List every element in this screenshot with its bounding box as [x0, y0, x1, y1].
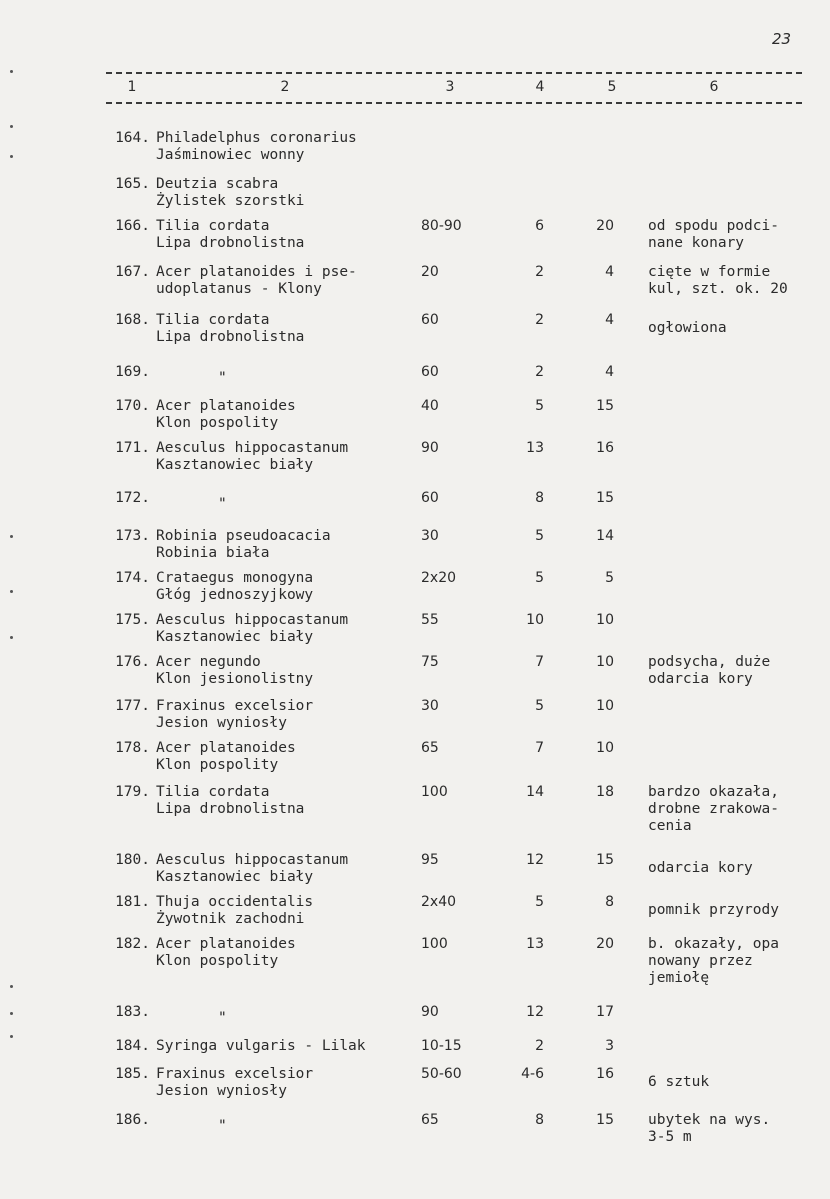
row-number: 171. — [115, 440, 150, 456]
page-number: 23 — [772, 30, 792, 48]
remarks-line: odarcia kory — [648, 860, 753, 876]
species-name-line: Klon jesionolistny — [156, 671, 314, 687]
column-header-3: 3 — [445, 79, 455, 95]
circumference-value: 60 — [421, 364, 439, 380]
crown-value: 15 — [596, 490, 614, 506]
height-value: 2 — [535, 264, 544, 280]
crown-value: 3 — [605, 1038, 614, 1054]
height-value: 8 — [535, 490, 544, 506]
remarks-line: cięte w formie — [648, 264, 771, 280]
species-name-line: Tilia cordata — [156, 218, 270, 234]
species-name-line: " — [218, 370, 227, 386]
remarks-line: ubytek na wys. — [648, 1112, 771, 1128]
species-name-line: Żylistek szorstki — [156, 193, 305, 209]
circumference-value: 75 — [421, 654, 439, 670]
circumference-value: 2x40 — [421, 894, 457, 910]
remarks-line: 3-5 m — [648, 1129, 692, 1145]
height-value: 6 — [535, 218, 544, 234]
height-value: 2 — [535, 364, 544, 380]
row-number: 172. — [115, 490, 150, 506]
ditto-mark — [218, 1010, 227, 1027]
remarks — [648, 936, 779, 987]
height-value: 5 — [535, 698, 544, 714]
species-name — [156, 312, 304, 346]
species-name-line: " — [218, 1118, 227, 1134]
circumference-value: 50-60 — [421, 1066, 462, 1082]
species-name-line: Philadelphus coronarius — [156, 130, 357, 146]
column-header-4: 4 — [535, 79, 545, 95]
crown-value: 16 — [596, 1066, 614, 1082]
ditto-mark — [218, 370, 227, 387]
crown-value: 4 — [605, 364, 614, 380]
row-number: 169. — [115, 364, 150, 380]
row-number: 181. — [115, 894, 150, 910]
height-value: 12 — [526, 1004, 544, 1020]
remarks — [648, 264, 788, 298]
circumference-value: 80-90 — [421, 218, 462, 234]
remarks-line: kul, szt. ok. 20 — [648, 281, 788, 297]
circumference-value: 40 — [421, 398, 439, 414]
species-name — [156, 852, 348, 886]
species-name — [156, 784, 304, 818]
margin-dot — [10, 155, 13, 158]
species-name — [156, 528, 331, 562]
species-name-line: Jesion wyniosły — [156, 715, 287, 731]
height-value: 14 — [526, 784, 544, 800]
remarks-line: pomnik przyrody — [648, 902, 779, 918]
remarks-line: drobne zrakowa- — [648, 801, 779, 817]
row-number: 164. — [115, 130, 150, 146]
species-name-line: Aesculus hippocastanum — [156, 440, 349, 456]
height-value: 7 — [535, 740, 544, 756]
circumference-value: 65 — [421, 1112, 439, 1128]
margin-dot — [10, 1012, 13, 1015]
species-name-line: Robinia pseudoacacia — [156, 528, 331, 544]
species-name-line: Acer negundo — [156, 654, 261, 670]
crown-value: 15 — [596, 398, 614, 414]
crown-value: 10 — [596, 654, 614, 670]
row-number: 166. — [115, 218, 150, 234]
row-number: 185. — [115, 1066, 150, 1082]
remarks — [648, 654, 770, 688]
circumference-value: 60 — [421, 490, 439, 506]
species-name — [156, 398, 296, 432]
crown-value: 20 — [596, 218, 614, 234]
remarks-line: podsycha, duże — [648, 654, 771, 670]
circumference-value: 10-15 — [421, 1038, 462, 1054]
height-value: 5 — [535, 398, 544, 414]
margin-dot — [10, 70, 13, 73]
species-name-line: Robinia biała — [156, 545, 270, 561]
species-name-line: Kasztanowiec biały — [156, 629, 314, 645]
remarks-line: od spodu podci- — [648, 218, 779, 234]
species-name-line: Acer platanoides — [156, 740, 296, 756]
remarks — [648, 1074, 709, 1091]
row-number: 165. — [115, 176, 150, 192]
species-name — [156, 936, 296, 970]
crown-value: 5 — [605, 570, 614, 586]
crown-value: 15 — [596, 1112, 614, 1128]
remarks — [648, 1112, 770, 1146]
row-number: 182. — [115, 936, 150, 952]
height-value: 5 — [535, 894, 544, 910]
column-header-6: 6 — [709, 79, 719, 95]
species-name-line: Syringa vulgaris - Lilak — [156, 1038, 366, 1054]
crown-value: 10 — [596, 698, 614, 714]
circumference-value: 90 — [421, 440, 439, 456]
height-value: 7 — [535, 654, 544, 670]
remarks — [648, 320, 727, 337]
remarks-line: cenia — [648, 818, 692, 834]
species-name-line: Jaśminowiec wonny — [156, 147, 305, 163]
margin-dot — [10, 636, 13, 639]
species-name-line: Aesculus hippocastanum — [156, 612, 349, 628]
ditto-mark — [218, 496, 227, 513]
species-name — [156, 894, 313, 928]
row-number: 186. — [115, 1112, 150, 1128]
circumference-value: 30 — [421, 698, 439, 714]
header-rule-top — [106, 72, 802, 74]
row-number: 180. — [115, 852, 150, 868]
row-number: 175. — [115, 612, 150, 628]
species-name-line: Deutzia scabra — [156, 176, 279, 192]
height-value: 13 — [526, 440, 544, 456]
remarks-line: bardzo okazała, — [648, 784, 779, 800]
species-name-line: Klon pospolity — [156, 953, 279, 969]
remarks — [648, 218, 779, 252]
remarks-line: 6 sztuk — [648, 1074, 710, 1090]
circumference-value: 95 — [421, 852, 439, 868]
remarks-line: jemiołę — [648, 970, 710, 986]
crown-value: 16 — [596, 440, 614, 456]
species-name — [156, 1066, 313, 1100]
species-name — [156, 570, 313, 604]
species-name-line: Jesion wyniosły — [156, 1083, 287, 1099]
row-number: 184. — [115, 1038, 150, 1054]
crown-value: 10 — [596, 612, 614, 628]
margin-dot — [10, 590, 13, 593]
species-name-line: Kasztanowiec biały — [156, 457, 314, 473]
species-name-line: " — [218, 1010, 227, 1026]
species-name-line: Fraxinus excelsior — [156, 698, 314, 714]
circumference-value: 55 — [421, 612, 439, 628]
species-name-line: " — [218, 496, 227, 512]
row-number: 178. — [115, 740, 150, 756]
circumference-value: 20 — [421, 264, 439, 280]
height-value: 13 — [526, 936, 544, 952]
species-name-line: Aesculus hippocastanum — [156, 852, 349, 868]
row-number: 173. — [115, 528, 150, 544]
species-name-line: Kasztanowiec biały — [156, 869, 314, 885]
crown-value: 4 — [605, 264, 614, 280]
remarks — [648, 902, 779, 919]
species-name-line: Crataegus monogyna — [156, 570, 314, 586]
species-name-line: Tilia cordata — [156, 312, 270, 328]
remarks-line: nowany przez — [648, 953, 753, 969]
remarks — [648, 784, 779, 835]
species-name-line: Acer platanoides — [156, 398, 296, 414]
circumference-value: 100 — [421, 936, 448, 952]
circumference-value: 90 — [421, 1004, 439, 1020]
height-value: 5 — [535, 528, 544, 544]
species-name — [156, 130, 357, 164]
remarks-line: nane konary — [648, 235, 745, 251]
height-value: 4-6 — [521, 1066, 544, 1082]
species-name — [156, 264, 357, 298]
margin-dot — [10, 535, 13, 538]
species-name — [156, 698, 313, 732]
species-name — [156, 654, 313, 688]
crown-value: 17 — [596, 1004, 614, 1020]
remarks — [648, 860, 753, 877]
species-name — [156, 176, 304, 210]
remarks-line: ogłowiona — [648, 320, 727, 336]
species-name-line: Thuja occidentalis — [156, 894, 314, 910]
circumference-value: 30 — [421, 528, 439, 544]
species-name-line: Lipa drobnolistna — [156, 329, 305, 345]
species-name-line: Fraxinus excelsior — [156, 1066, 314, 1082]
species-name-line: udoplatanus - Klony — [156, 281, 322, 297]
height-value: 10 — [526, 612, 544, 628]
height-value: 5 — [535, 570, 544, 586]
species-name-line: Tilia cordata — [156, 784, 270, 800]
height-value: 2 — [535, 1038, 544, 1054]
species-name-line: Acer platanoides — [156, 936, 296, 952]
circumference-value: 60 — [421, 312, 439, 328]
row-number: 183. — [115, 1004, 150, 1020]
species-name-line: Żywotnik zachodni — [156, 911, 305, 927]
species-name — [156, 218, 304, 252]
row-number: 177. — [115, 698, 150, 714]
crown-value: 4 — [605, 312, 614, 328]
column-header-5: 5 — [607, 79, 617, 95]
remarks-line: odarcia kory — [648, 671, 753, 687]
row-number: 170. — [115, 398, 150, 414]
remarks-line: b. okazały, opa — [648, 936, 779, 952]
species-name-line: Klon pospolity — [156, 757, 279, 773]
row-number: 174. — [115, 570, 150, 586]
crown-value: 14 — [596, 528, 614, 544]
row-number: 176. — [115, 654, 150, 670]
height-value: 8 — [535, 1112, 544, 1128]
row-number: 168. — [115, 312, 150, 328]
species-name — [156, 1038, 366, 1055]
crown-value: 10 — [596, 740, 614, 756]
species-name — [156, 612, 348, 646]
species-name-line: Klon pospolity — [156, 415, 279, 431]
header-rule-bottom — [106, 102, 802, 104]
species-name-line: Głóg jednoszyjkowy — [156, 587, 314, 603]
circumference-value: 2x20 — [421, 570, 457, 586]
species-name — [156, 740, 296, 774]
margin-dot — [10, 125, 13, 128]
species-name-line: Acer platanoides i pse- — [156, 264, 357, 280]
crown-value: 20 — [596, 936, 614, 952]
height-value: 2 — [535, 312, 544, 328]
circumference-value: 100 — [421, 784, 448, 800]
margin-dot — [10, 985, 13, 988]
row-number: 167. — [115, 264, 150, 280]
row-number: 179. — [115, 784, 150, 800]
species-name-line: Lipa drobnolistna — [156, 235, 305, 251]
height-value: 12 — [526, 852, 544, 868]
species-name-line: Lipa drobnolistna — [156, 801, 305, 817]
species-name — [156, 440, 348, 474]
crown-value: 8 — [605, 894, 614, 910]
ditto-mark — [218, 1118, 227, 1135]
column-header-2: 2 — [280, 79, 290, 95]
column-header-1: 1 — [127, 79, 137, 95]
crown-value: 15 — [596, 852, 614, 868]
crown-value: 18 — [596, 784, 614, 800]
margin-dot — [10, 1035, 13, 1038]
circumference-value: 65 — [421, 740, 439, 756]
